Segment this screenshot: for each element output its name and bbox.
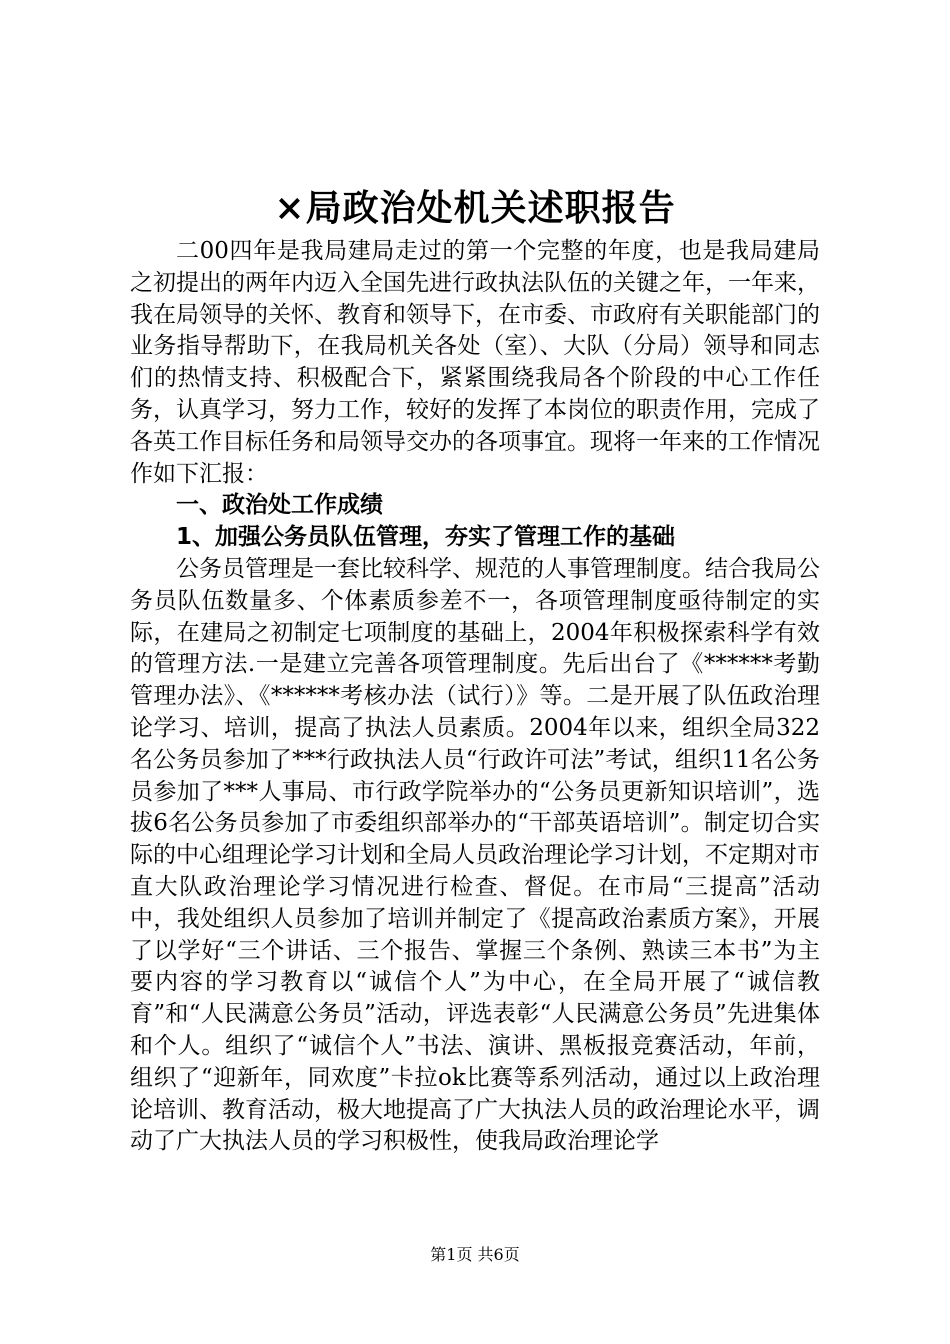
- document-body: [130, 236, 820, 1158]
- intro-paragraph: 二00四年是我局建局走过的第一个完整的年度，也是我局建局之初提出的两年内迈入全国先进行政执法队伍的关键之年，一年来，我在局领导的关怀、教育和领导下，在市委、市政府有关职能部门的业务指导帮助下，在我局机关各处（室）、大队（分局）领导和同志们的热情支持、积极配合下，紧紧围绕我局各个阶段的中心工作任务，认真学习，努力工作，较好的发挥了本岗位的职责作用，完成了各英工作目标任务和局领导交办的各项事宜。现将一年来的工作情况作如下汇报：: [130, 238, 820, 487]
- page-footer: 第1页 共6页: [430, 1245, 520, 1264]
- section-heading: 一、政治处工作成绩: [176, 492, 383, 519]
- subsection-heading: 1、加强公务员队伍管理，夯实了管理工作的基础: [176, 524, 676, 551]
- document-title: ×局政治处机关述职报告: [274, 187, 676, 229]
- subsection-paragraph: 公务员管理是一套比较科学、规范的人事管理制度。结合我局公务员队伍数量多、个体素质参差不一，各项管理制度亟待制定的实际，在建局之初制定七项制度的基础上，2004年积极探索科学有效的管理方法.一是建立完善各项管理制度。先后出台了《******考勤管理办法》、《******考核办法（试行）》等。二是开展了队伍政治理论学习、培训，提高了执法人员素质。2004年以来，组织全局322名公务员参加了***行政执法人员“行政许可法”考试，组织11名公务员参加了***人事局、市行政学院举办的“公务员更新知识培训”，选拔6名公务员参加了市委组织部举办的“干部英语培训”。制定切合实际的中心组理论学习计划和全局人员政治理论学习计划，不定期对市直大队政治理论学习情况进行检查、督促。在市局“三提高”活动中，我处组织人员参加了培训并制定了《提高政治素质方案》，开展了以学好“三个讲话、三个报告、掌握三个条例、熟读三本书”为主要内容的学习教育以“诚信个人”为中心，在全局开展了“诚信教育”和“人民满意公务员”活动，评选表彰“人民满意公务员”先进集体和个人。组织了“诚信个人”书法、演讲、黑板报竞赛活动，年前，组织了“迎新年，同欢度”卡拉ok比赛等系列活动，通过以上政治理论培训、教育活动，极大地提高了广大执法人员的政治理论水平，调动了广大执法人员的学习积极性，使我局政治理论学: [130, 555, 820, 1155]
